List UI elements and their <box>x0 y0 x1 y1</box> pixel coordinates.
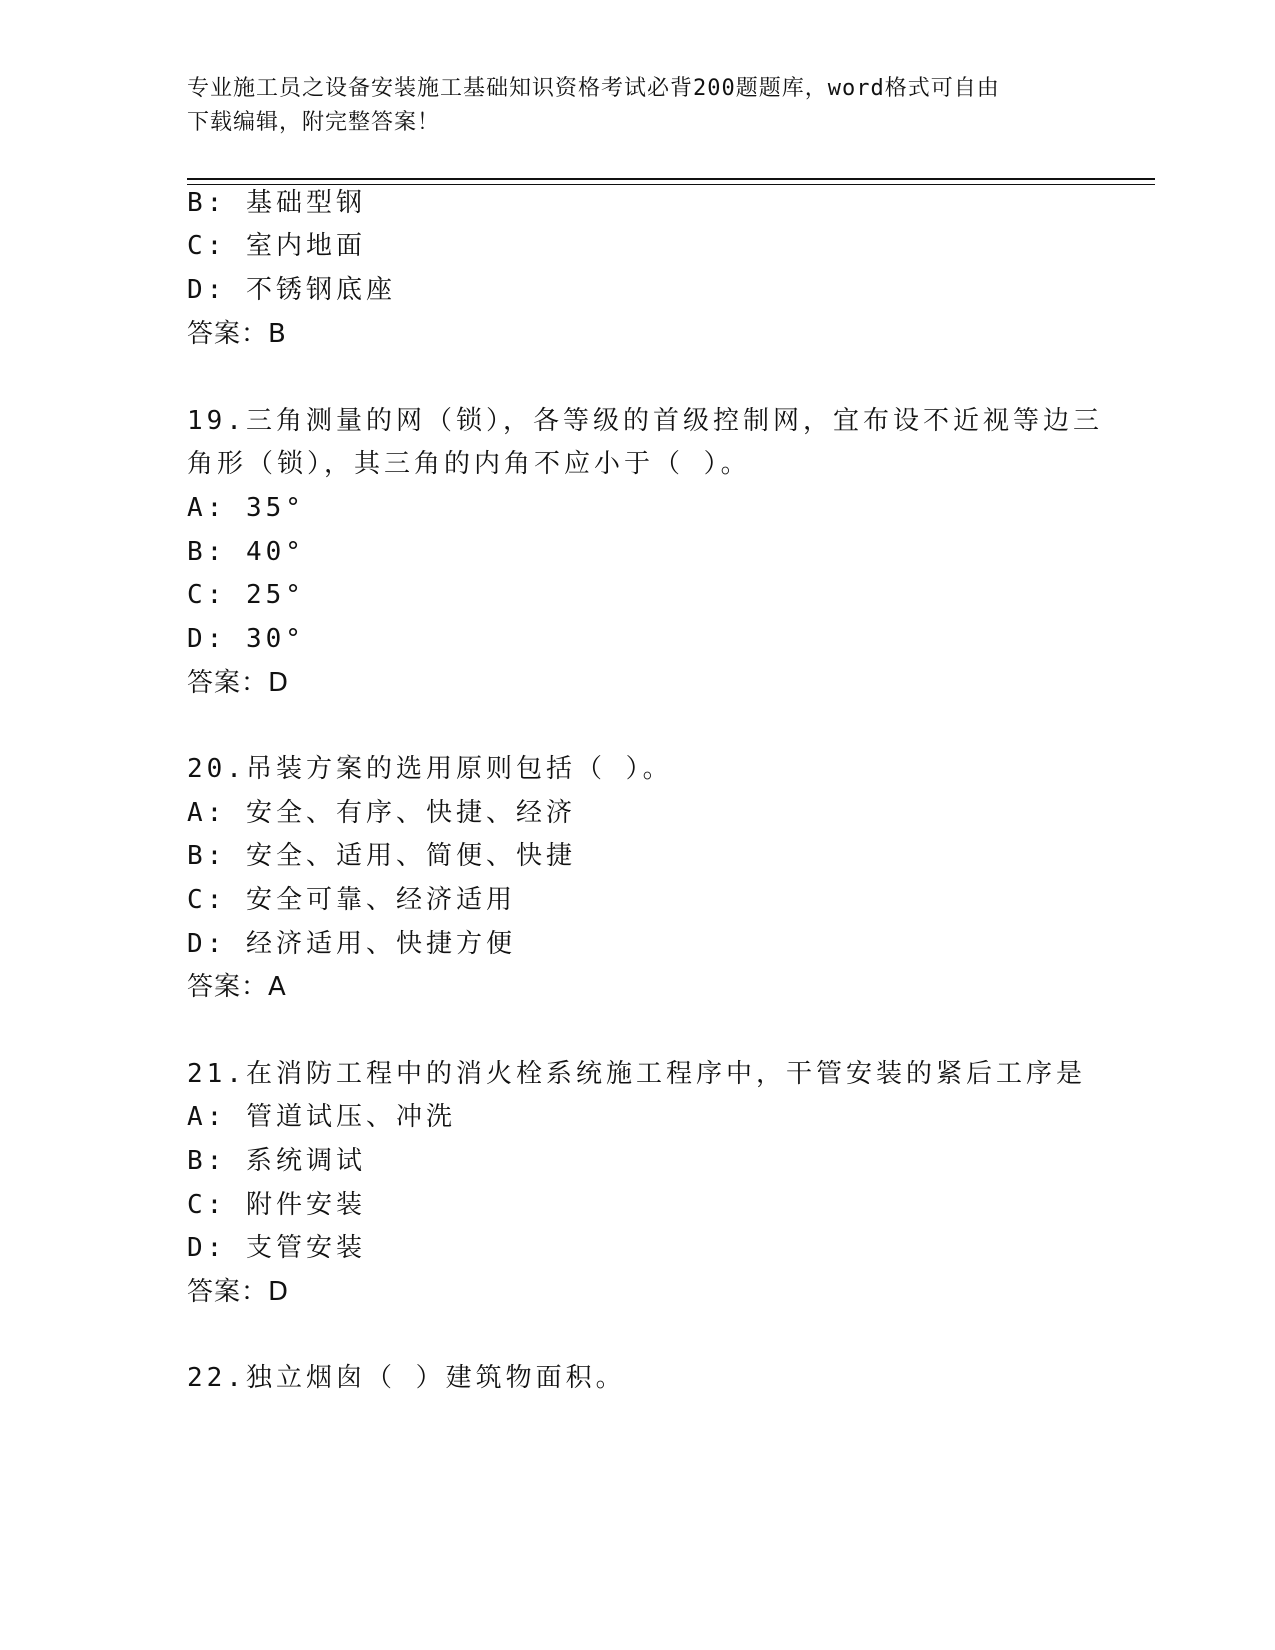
q20-answer: 答案：A <box>187 972 287 1002</box>
q18-option-b: B: 基础型钢 <box>187 188 366 218</box>
q19-answer: 答案：D <box>187 668 290 698</box>
q21-option-a: A: 管道试压、冲洗 <box>187 1102 456 1132</box>
q20-option-b: B: 安全、适用、简便、快捷 <box>187 841 576 871</box>
header-divider-thin <box>187 184 1155 185</box>
q18-option-c: C: 室内地面 <box>187 231 366 261</box>
q20-stem: 20.吊装方案的选用原则包括（ ）。 <box>187 754 673 784</box>
q21-option-b: B: 系统调试 <box>187 1146 366 1176</box>
q20-option-a: A: 安全、有序、快捷、经济 <box>187 798 576 828</box>
q22-stem: 22.独立烟囱（ ）建筑物面积。 <box>187 1363 626 1393</box>
header-title-line-2: 下载编辑，附完整答案！ <box>187 110 441 135</box>
q19-option-a: A: 35° <box>187 493 305 523</box>
q19-option-c: C: 25° <box>187 580 305 610</box>
q19-stem-line-1: 19.三角测量的网（锁），各等级的首级控制网，宜布设不近视等边三 <box>187 406 1103 436</box>
q21-answer: 答案：D <box>187 1277 290 1307</box>
q20-option-c: C: 安全可靠、经济适用 <box>187 885 516 915</box>
q18-answer: 答案：B <box>187 319 287 349</box>
q18-option-d: D: 不锈钢底座 <box>187 275 396 305</box>
q21-option-c: C: 附件安装 <box>187 1190 366 1220</box>
q21-option-d: D: 支管安装 <box>187 1233 366 1263</box>
q20-option-d: D: 经济适用、快捷方便 <box>187 929 516 959</box>
document-header <box>187 72 1067 140</box>
header-title-line-1: 专业施工员之设备安装施工基础知识资格考试必背200题题库，word格式可自由 <box>187 76 1000 101</box>
q19-option-b: B: 40° <box>187 537 305 567</box>
q19-stem-line-2: 角形（锁），其三角的内角不应小于（ ）。 <box>187 449 751 479</box>
q19-option-d: D: 30° <box>187 624 305 654</box>
header-divider-thick <box>187 178 1155 180</box>
q21-stem: 21.在消防工程中的消火栓系统施工程序中，干管安装的紧后工序是 <box>187 1059 1086 1089</box>
